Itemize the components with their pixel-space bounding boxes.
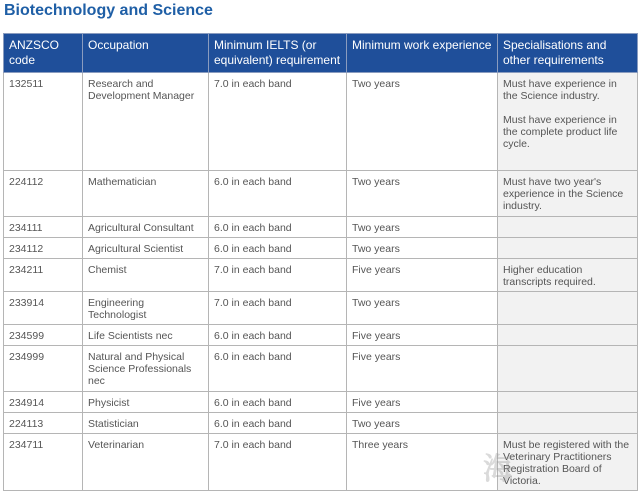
occupation-table — [3, 33, 638, 491]
cell-anzsco-code: 224112 — [4, 171, 83, 217]
cell-ielts: 7.0 in each band — [209, 73, 347, 171]
cell-work-experience: Five years — [347, 392, 498, 413]
cell-specialisations — [498, 238, 638, 259]
cell-anzsco-code: 224113 — [4, 413, 83, 434]
table-body — [4, 73, 638, 491]
cell-specialisations — [498, 346, 638, 392]
cell-anzsco-code: 234711 — [4, 434, 83, 491]
cell-work-experience: Five years — [347, 346, 498, 392]
cell-anzsco-code: 234211 — [4, 259, 83, 292]
cell-anzsco-code: 234112 — [4, 238, 83, 259]
cell-specialisations — [498, 413, 638, 434]
header-anzsco-code: ANZSCO code — [4, 34, 83, 73]
cell-anzsco-code: 132511 — [4, 73, 83, 171]
cell-occupation: Statistician — [83, 413, 209, 434]
specialisation-note: Must have experience in the complete product life cycle. — [503, 114, 618, 150]
cell-work-experience: Two years — [347, 413, 498, 434]
specialisation-note: Higher education transcripts required. — [503, 264, 596, 288]
cell-specialisations — [498, 392, 638, 413]
cell-specialisations — [498, 434, 638, 491]
cell-work-experience: Five years — [347, 325, 498, 346]
cell-ielts: 6.0 in each band — [209, 413, 347, 434]
watermark-logo: 海 — [483, 453, 513, 486]
cell-occupation: Veterinarian — [83, 434, 209, 491]
table-row — [4, 413, 638, 434]
cell-specialisations — [498, 292, 638, 325]
cell-work-experience: Two years — [347, 171, 498, 217]
cell-occupation: Agricultural Consultant — [83, 217, 209, 238]
cell-anzsco-code: 234914 — [4, 392, 83, 413]
header-specialisations: Specialisations and other requirements — [498, 34, 638, 73]
cell-ielts: 7.0 in each band — [209, 259, 347, 292]
cell-occupation: Chemist — [83, 259, 209, 292]
cell-ielts: 7.0 in each band — [209, 434, 347, 491]
cell-specialisations — [498, 325, 638, 346]
header-minimum-work-experience: Minimum work experience — [347, 34, 498, 73]
cell-anzsco-code: 233914 — [4, 292, 83, 325]
cell-ielts: 6.0 in each band — [209, 392, 347, 413]
cell-ielts: 6.0 in each band — [209, 346, 347, 392]
cell-specialisations — [498, 217, 638, 238]
header-occupation: Occupation — [83, 34, 209, 73]
table-row — [4, 171, 638, 217]
cell-occupation: Engineering Technologist — [83, 292, 209, 325]
specialisation-note: Must have experience in the Science industry. — [503, 78, 617, 102]
table-row — [4, 73, 638, 171]
cell-specialisations — [498, 73, 638, 171]
table-row — [4, 259, 638, 292]
specialisation-note: Must be registered with the Veterinary Practitioners Registration Board of Victoria. — [503, 439, 630, 487]
cell-anzsco-code: 234599 — [4, 325, 83, 346]
cell-work-experience: Two years — [347, 238, 498, 259]
specialisation-note: Must have two year's experience in the Science industry. — [503, 176, 624, 212]
cell-occupation: Life Scientists nec — [83, 325, 209, 346]
cell-occupation: Physicist — [83, 392, 209, 413]
cell-work-experience: Two years — [347, 217, 498, 238]
cell-occupation: Natural and Physical Science Professionals nec — [83, 346, 209, 392]
table-row — [4, 325, 638, 346]
cell-ielts: 7.0 in each band — [209, 292, 347, 325]
cell-specialisations — [498, 259, 638, 292]
cell-anzsco-code: 234999 — [4, 346, 83, 392]
header-minimum-ielts: Minimum IELTS (or equivalent) requirement — [209, 34, 347, 73]
cell-work-experience: Two years — [347, 292, 498, 325]
cell-occupation: Mathematician — [83, 171, 209, 217]
cell-ielts: 6.0 in each band — [209, 238, 347, 259]
cell-work-experience: Three years — [347, 434, 498, 491]
header-row — [4, 34, 638, 73]
table-row — [4, 238, 638, 259]
table-row — [4, 392, 638, 413]
table-row — [4, 434, 638, 491]
table-row — [4, 292, 638, 325]
table-row — [4, 346, 638, 392]
table-row — [4, 217, 638, 238]
cell-occupation: Agricultural Scientist — [83, 238, 209, 259]
cell-ielts: 6.0 in each band — [209, 325, 347, 346]
cell-work-experience: Two years — [347, 73, 498, 171]
cell-specialisations — [498, 171, 638, 217]
cell-anzsco-code: 234111 — [4, 217, 83, 238]
page-heading: Biotechnology and Science — [4, 2, 213, 19]
cell-ielts: 6.0 in each band — [209, 171, 347, 217]
cell-occupation: Research and Development Manager — [83, 73, 209, 171]
cell-ielts: 6.0 in each band — [209, 217, 347, 238]
cell-work-experience: Five years — [347, 259, 498, 292]
table-header — [4, 34, 638, 73]
